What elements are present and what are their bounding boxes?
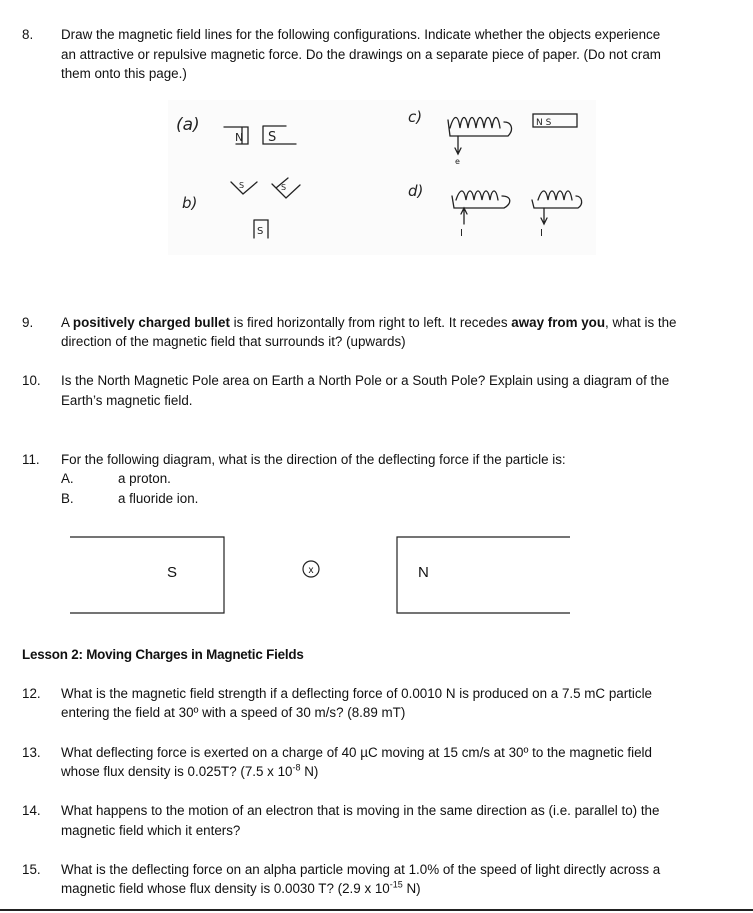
- bold-phrase: away from you: [511, 315, 606, 330]
- pole-diagram: [0, 525, 753, 625]
- question-text-line: What deflecting force is exerted on a charge of 40 µC moving at 15 cm/s at 30º to the magnetic field: [61, 745, 652, 760]
- question-text-line: What is the deflecting force on an alpha particle moving at 1.0% of the speed of light directly across a: [61, 862, 661, 877]
- question-number: 11.: [22, 452, 40, 467]
- question-text-line: For the following diagram, what is the direction of the deflecting force if the particle is:: [61, 452, 566, 467]
- question-text-line: magnetic field whose flux density is 0.0030 T? (2.9 x $10^{-15}$ N): [61, 879, 421, 896]
- question-text-line: What is the magnetic field strength if a deflecting force of 0.0010 N is produced on a 7.5 mC particle: [61, 686, 652, 701]
- question-text-line: Earth’s magnetic field.: [61, 393, 193, 408]
- svg-text:N: N: [235, 131, 244, 144]
- sketch-label-c: c): [408, 108, 423, 126]
- svg-text:I: I: [540, 228, 543, 239]
- particle-label: x: [308, 565, 314, 576]
- option-text: a fluoride ion.: [118, 491, 199, 506]
- question-text-line: What happens to the motion of an electron that is moving in the same direction as (i.e. parallel to) the: [61, 803, 660, 818]
- question-text-line: direction of the magnetic field that surrounds it? (upwards): [61, 334, 406, 349]
- south-pole-magnet: [70, 537, 224, 613]
- question-number: 8.: [22, 27, 34, 42]
- question-text-line: them onto this page.): [61, 66, 187, 81]
- option-label: A.: [61, 471, 74, 486]
- svg-text:S: S: [257, 226, 264, 237]
- magnet-configurations-sketch: [168, 100, 596, 255]
- svg-text:I: I: [460, 228, 463, 239]
- sketch-label-d: d): [408, 182, 424, 200]
- sketch-label-a: (a): [176, 115, 200, 135]
- question-text-line: Draw the magnetic field lines for the following configurations. Indicate whether the objects experience: [61, 27, 661, 42]
- question-number: 10.: [22, 373, 41, 388]
- question-text-line: magnetic field which it enters?: [61, 823, 241, 838]
- question-text-line: Is the North Magnetic Pole area on Earth a North Pole or a South Pole? Explain using a diagram of the: [61, 373, 670, 388]
- superscript: -8: [292, 762, 301, 773]
- question-text-line: A positively charged bullet is fired horizontally from right to left. It recedes away from you, what is the: [61, 315, 677, 330]
- svg-text:S: S: [239, 181, 245, 190]
- question-number: 12.: [22, 686, 41, 701]
- page-bottom-rule: [0, 909, 753, 911]
- question-number: 14.: [22, 803, 41, 818]
- sketch-label-b: b): [182, 194, 198, 212]
- svg-text:N S: N S: [536, 118, 552, 128]
- south-pole-label: S: [167, 564, 178, 581]
- north-pole-label: N: [418, 564, 429, 581]
- question-text-line: an attractive or repulsive magnetic force. Do the drawings on a separate piece of paper. (Do not cram: [61, 47, 661, 62]
- bold-phrase: positively charged bullet: [72, 315, 230, 330]
- svg-text:S: S: [281, 183, 287, 192]
- svg-text:e: e: [455, 157, 460, 166]
- option-text: a proton.: [118, 471, 171, 486]
- question-number: 9.: [22, 315, 34, 330]
- option-label: B.: [61, 491, 74, 506]
- svg-text:S: S: [268, 130, 277, 145]
- question-number: 13.: [22, 745, 41, 760]
- lesson-heading: Lesson 2: Moving Charges in Magnetic Fields: [22, 647, 304, 662]
- question-number: 15.: [22, 862, 41, 877]
- question-text-line: whose flux density is 0.025T? (7.5 x $10^{-8}$ N): [61, 762, 319, 779]
- sketch-background: [168, 100, 596, 255]
- superscript: -15: [389, 879, 403, 890]
- question-text-line: entering the field at 30º with a speed of 30 m/s? (8.89 mT): [61, 705, 406, 720]
